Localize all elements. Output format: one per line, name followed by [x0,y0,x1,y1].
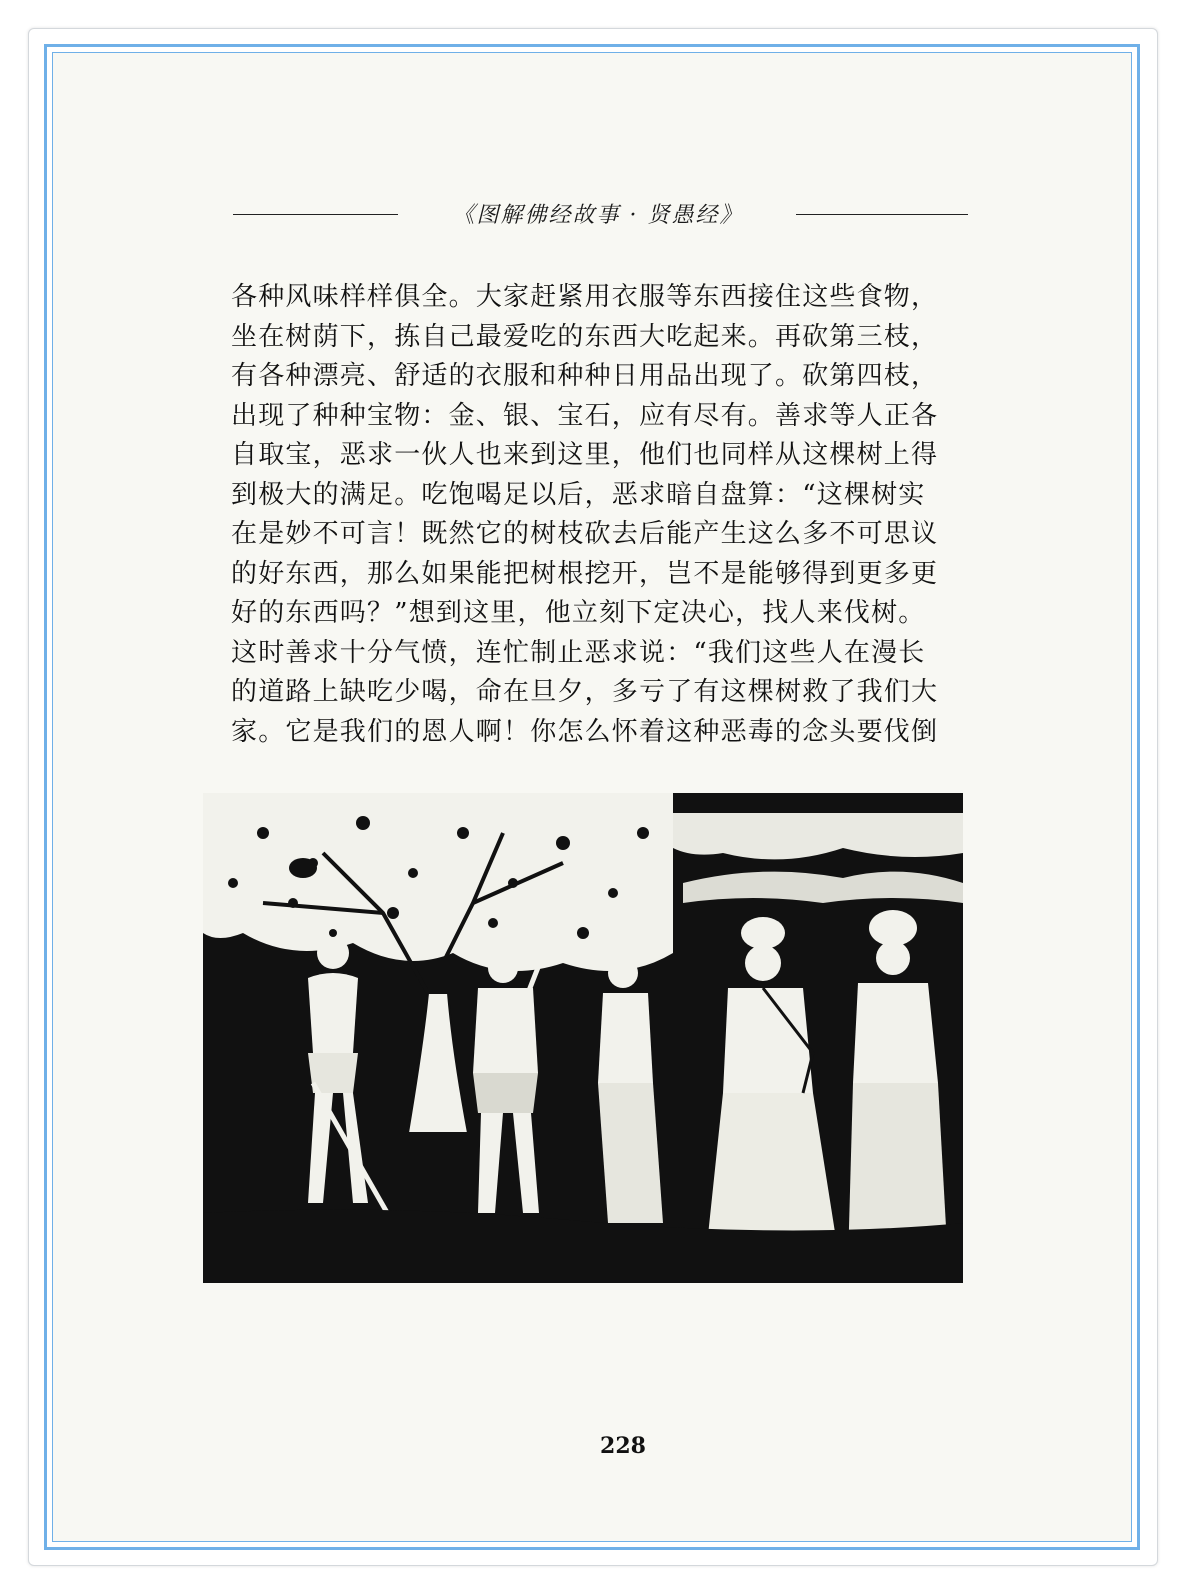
text-line: 的好东西，那么如果能把树根挖开，岂不是能够得到更多更 [231,558,939,589]
header-rule-left [233,214,398,215]
running-header [233,198,968,228]
tree-canopy [203,793,673,971]
text-line: 有各种漂亮、舒适的衣服和种种日用品出现了。砍第四枝， [231,361,939,391]
body-paragraph [231,278,976,752]
sky-clouds [673,813,963,859]
text-line: 自取宝，恶求一伙人也来到这里，他们也同样从这棵树上得 [231,440,939,470]
page-frame [44,44,1140,1550]
text-line: 在是妙不可言！既然它的树枝砍去后能产生这么多不可思议 [231,519,939,549]
header-rule-right [796,214,968,215]
text-line: 这时善求十分气愤，连忙制止恶求说：“我们这些人在漫长 [231,637,926,668]
text-line: 到极大的满足。吃饱喝足以后，恶求暗自盘算：“这棵树实 [231,479,926,510]
sky-clouds [683,872,963,903]
text-line: 好的东西吗？”想到这里，他立刻下定决心，找人来伐树。 [231,598,926,628]
woodcut-illustration [203,793,963,1283]
book-page [52,52,1132,1542]
book-title: 《图解佛经故事 · 贤愚经》 [452,203,744,228]
text-line: 出现了种种宝物：金、银、宝石，应有尽有。善求等人正各 [231,400,939,431]
text-line: 家。它是我们的恩人啊！你怎么怀着这种恶毒的念头要伐倒 [231,716,939,747]
page-number: 228 [600,1433,646,1459]
text-line: 的道路上缺吃少喝，命在旦夕，多亏了有这棵树救了我们大 [231,677,939,707]
text-line: 各种风味样样俱全。大家赶紧用衣服等东西接住这些食物， [231,282,939,312]
text-line: 坐在树荫下，拣自己最爱吃的东西大吃起来。再砍第三枝， [231,321,939,352]
